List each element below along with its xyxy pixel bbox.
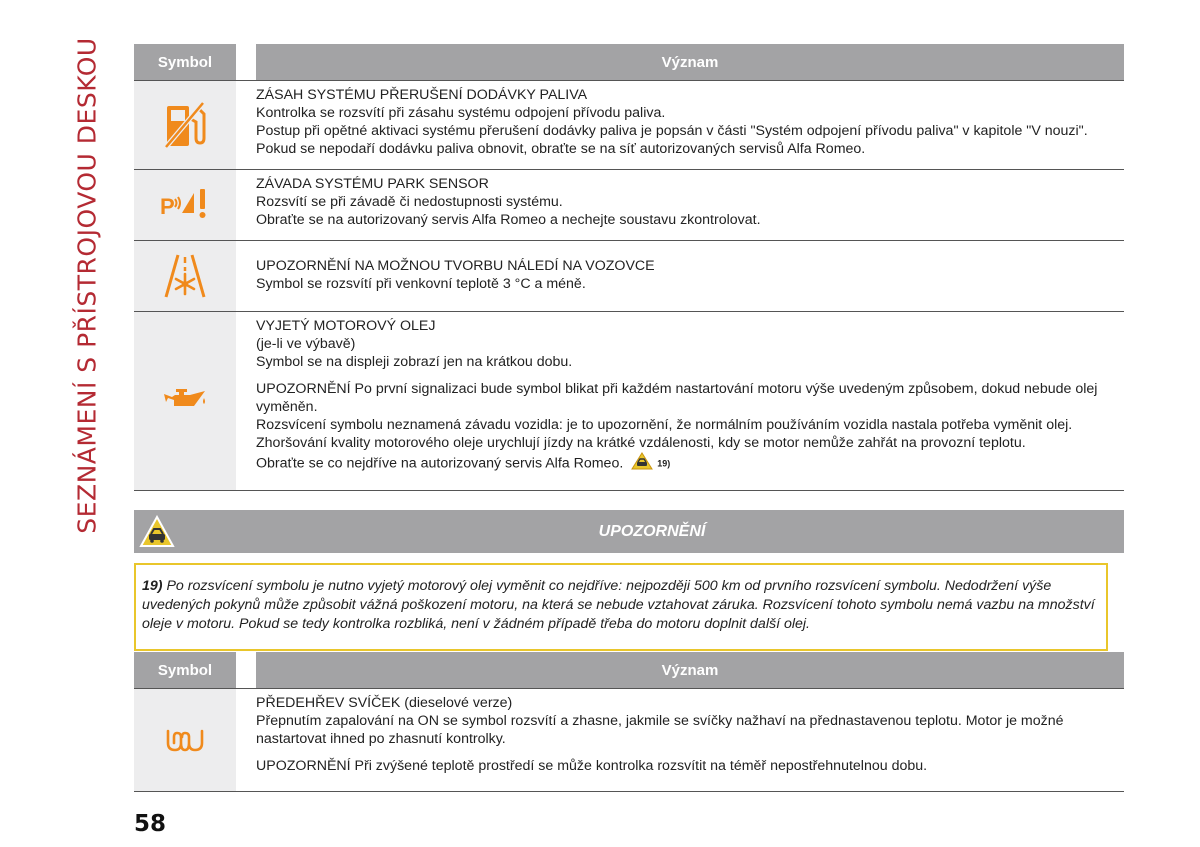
row-line: Rozsvítí se při závadě či nedostupnosti systému. xyxy=(256,194,563,210)
row-warning-line: UPOZORNĚNÍ Po první signalizaci bude symbol blikat při každém nastartování motoru výše uvedeným způsobem, dokud nebude olej vyměněn. xyxy=(256,381,1098,415)
header-symbol: Symbol xyxy=(134,44,236,80)
row-line: (je-li ve výbavě) xyxy=(256,336,356,352)
park-sensor-failure-icon xyxy=(134,170,236,240)
footnote-ref: 19) xyxy=(657,458,671,469)
table-row-engine-oil xyxy=(134,311,1124,491)
symbol-table-1 xyxy=(134,44,1124,491)
chapter-side-title-text: SEZNÁMENÍ S PŘÍSTROJOVOU DESKOU xyxy=(72,36,102,534)
icy-road-icon xyxy=(134,241,236,311)
row-description xyxy=(236,170,1124,240)
engine-oil-icon xyxy=(134,312,236,490)
table-header xyxy=(134,44,1124,80)
row-line: Postup při opětné aktivaci systému přerušení dodávky paliva je popsán v části "Systém odpojení přívodu paliva" v kapitole "V nouzi". Pokud se nepodaří dodávku paliva obnovit, obraťte se na síť autorizovaných servisů Alfa Romeo. xyxy=(256,123,1088,157)
svg-text:P: P xyxy=(160,194,175,219)
row-title: ZÁVADA SYSTÉMU PARK SENSOR xyxy=(256,176,489,192)
warning-triangle-icon xyxy=(631,452,653,475)
note-text: Po rozsvícení symbolu je nutno vyjetý motorový olej vyměnit co nejdříve: nejpozději 500 km od prvního rozsvícení symbolu. Nedodržení výše uvedených pokynů může způsobit vážná poškození motoru, na která se nebude vztahovat záruka. Rozsvícení tohoto symbolu nemá vazbu na množství oleje v motoru. Pokud se tedy kontrolka rozbliká, není v žádném případě třeba do motoru doplnit další olej. xyxy=(142,578,1095,632)
row-description xyxy=(236,689,1124,791)
row-line: Rozsvícení symbolu neznamená závadu vozidla: je to upozornění, že normálním používáním vozidla nastala potřeba vyměnit olej. xyxy=(256,417,1073,433)
glow-plug-icon xyxy=(134,689,236,791)
row-last-line xyxy=(256,452,1124,475)
table-header xyxy=(134,652,1124,688)
fuel-cutoff-icon xyxy=(134,81,236,169)
symbol-table-2 xyxy=(134,652,1124,792)
row-title: VYJETÝ MOTOROVÝ OLEJ xyxy=(256,318,436,334)
table-row-fuel-cutoff xyxy=(134,80,1124,169)
row-description xyxy=(236,312,1124,490)
row-title: PŘEDEHŘEV SVÍČEK (dieselové verze) xyxy=(256,695,513,711)
table-row-icy-road xyxy=(134,240,1124,311)
row-title: ZÁSAH SYSTÉMU PŘERUŠENÍ DODÁVKY PALIVA xyxy=(256,87,588,103)
row-line: Přepnutím zapalování na ON se symbol rozsvítí a zhasne, jakmile se svíčky nažhaví na přednastavenou teplotu. Motor je možné nastartovat ihned po zhasnutí kontrolky. xyxy=(256,713,1064,747)
row-title: UPOZORNĚNÍ NA MOŽNOU TVORBU NÁLEDÍ NA VOZOVCE xyxy=(256,258,655,274)
row-description xyxy=(236,81,1124,169)
row-description xyxy=(236,241,1124,311)
warning-title: UPOZORNĚNÍ xyxy=(598,522,706,540)
warning-triangle-icon xyxy=(134,515,180,549)
row-line: Symbol se rozsvítí při venkovní teplotě 3 °C a méně. xyxy=(256,276,586,292)
header-meaning: Význam xyxy=(256,44,1124,80)
warning-note xyxy=(134,563,1108,651)
row-line-text: Obraťte se co nejdříve na autorizovaný servis Alfa Romeo. xyxy=(256,455,624,472)
row-line: Kontrolka se rozsvítí při zásahu systému odpojení přívodu paliva. xyxy=(256,105,666,121)
row-line: Symbol se na displeji zobrazí jen na krátkou dobu. xyxy=(256,354,573,370)
page-number: 58 xyxy=(134,811,167,837)
table-row-park-sensor xyxy=(134,169,1124,240)
header-meaning: Význam xyxy=(256,652,1124,688)
note-number: 19) xyxy=(142,578,163,594)
chapter-side-title xyxy=(70,36,104,534)
row-line: Obraťte se na autorizovaný servis Alfa Romeo a nechejte soustavu zkontrolovat. xyxy=(256,212,761,228)
table-row-glow-plug xyxy=(134,688,1124,792)
warning-header-bar xyxy=(134,510,1124,553)
row-warning-line: UPOZORNĚNÍ Při zvýšené teplotě prostředí se může kontrolka rozsvítit na téměř nepostřehnutelnou dobu. xyxy=(256,758,928,774)
row-line: Zhoršování kvality motorového oleje urychlují jízdy na krátké vzdálenosti, kdy se motor nemůže zahřát na provozní teplotu. xyxy=(256,435,1026,451)
header-symbol: Symbol xyxy=(134,652,236,688)
